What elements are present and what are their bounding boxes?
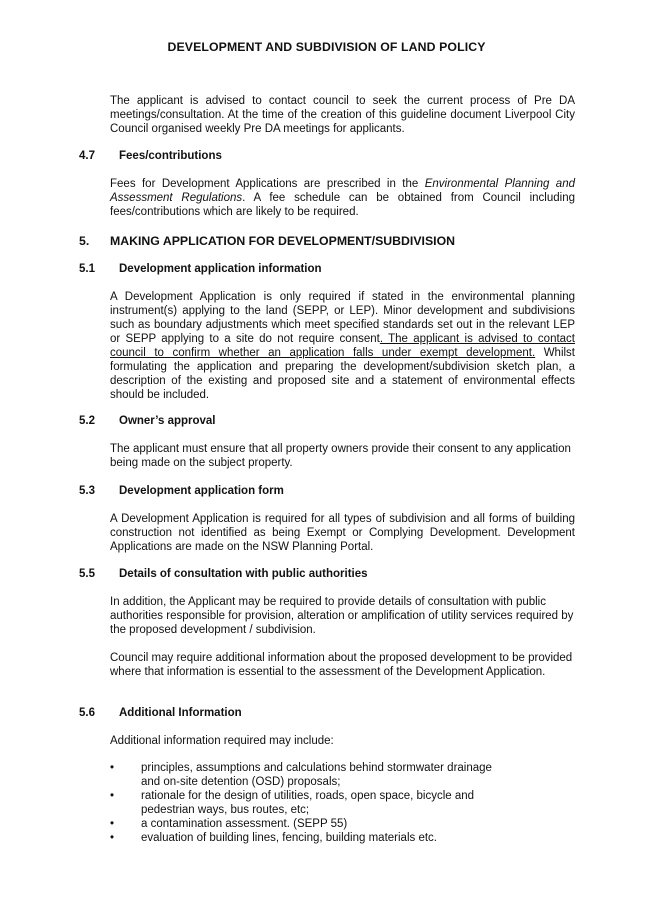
da-underlined-advice: . The applicant is advised to contact council to confirm whether an application falls under exempt development. [110,333,576,359]
consultation-paragraph-1: In addition, the Applicant may be required to provide details of consultation with public authorities responsible for provision, alteration or amplification of utility services required by the proposed development / subdivision. [110,596,574,636]
section-number-5-2: 5.2 [79,415,95,427]
bullet-marker: • [110,818,115,830]
section-number-5-6: 5.6 [79,707,95,719]
bullet-marker: • [110,832,115,844]
da-text-start: A Development Application is only required if stated in the environmental planning instrument(s) applying to the land (SEPP, or LEP). Minor development and subdivisions such as boundary adjustments which meet specified standards set out in the relevant LEP or SEPP applying to a site do not require consent [110,291,575,345]
bullet-marker: • [110,762,115,774]
fees-text-start: Fees for Development Applications are prescribed in the [110,178,425,190]
da-text-end: Whilst formulating the application and preparing the development/subdivision sketch plan, a description of the existing and proposed site and a statement of environmental effects should be included. [110,347,576,401]
fees-text-end: . A fee schedule can be obtained from Council including fees/contributions which are likely to be required. [110,192,576,218]
development-application-paragraph [110,290,575,402]
page-title: DEVELOPMENT AND SUBDIVISION OF LAND POLICY [167,40,486,54]
fees-paragraph [110,177,575,219]
fees-italic-regulation: Environmental Planning and Assessment Regulations [110,178,575,204]
owners-approval-paragraph: The applicant must ensure that all property owners provide their consent to any application being made on the subject property. [110,443,571,469]
section-number-5-3: 5.3 [79,485,95,497]
section-number-5: 5. [79,234,90,248]
consultation-paragraph-2: Council may require additional information about the proposed development to be provided where that information is essential to the assessment of the Development Application. [110,652,573,678]
section-heading-5-5: Details of consultation with public authorities [119,568,368,580]
section-number-5-5: 5.5 [79,568,95,580]
section-heading-4-7: Fees/contributions [119,150,222,162]
section-heading-5-1: Development application information [119,263,322,275]
list-item: rationale for the design of utilities, roads, open space, bicycle and pedestrian ways, bus routes, etc; [141,790,475,816]
section-number-4-7: 4.7 [79,150,95,162]
list-item: a contamination assessment. (SEPP 55) [141,818,348,830]
intro-paragraph: The applicant is advised to contact council to seek the current process of Pre DA meetings/consultation. At the time of the creation of this guideline document Liverpool City Council organised weekly Pre DA meetings for applicants. [110,95,575,135]
list-item: principles, assumptions and calculations behind stormwater drainage and on-site detention (OSD) proposals; [141,762,492,788]
section-heading-5-3: Development application form [119,485,284,497]
section-heading-5: MAKING APPLICATION FOR DEVELOPMENT/SUBDIVISION [110,234,456,248]
section-heading-5-6: Additional Information [119,707,242,719]
application-form-paragraph: A Development Application is required for all types of subdivision and all forms of building construction not identified as being Exempt or Complying Development. Development Applications are made on the NSW Planning Portal. [110,513,575,553]
bullet-marker: • [110,790,115,802]
additional-info-paragraph: Additional information required may include: [110,735,334,747]
list-item: evaluation of building lines, fencing, building materials etc. [141,832,437,844]
section-heading-5-2: Owner’s approval [119,415,216,427]
section-number-5-1: 5.1 [79,263,95,275]
